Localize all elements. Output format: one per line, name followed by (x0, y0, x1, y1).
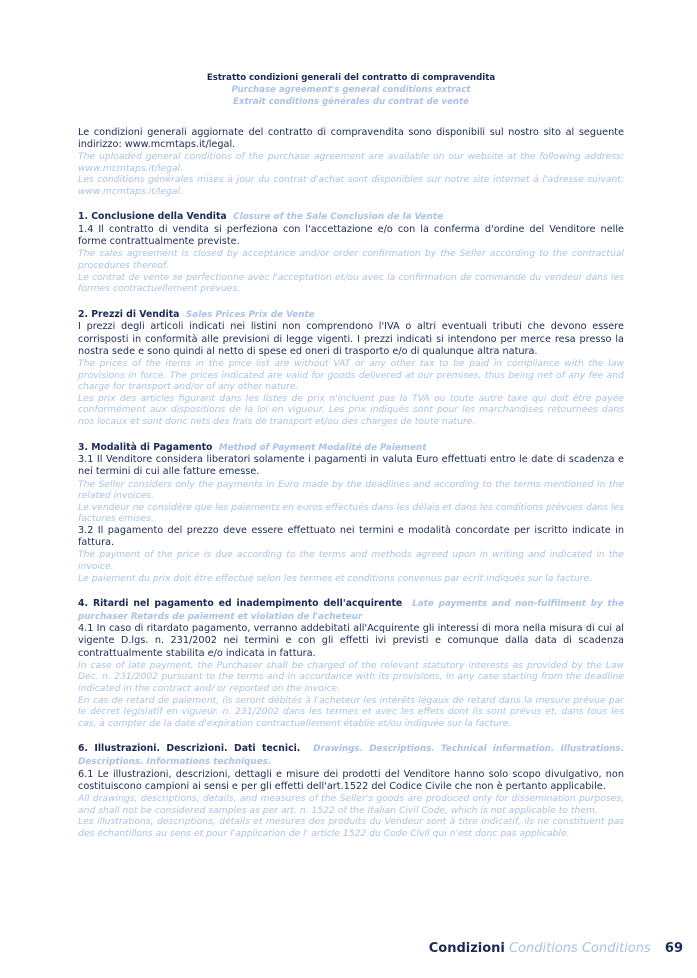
paragraph-en: The sales agreement is closed by acceptance and/or order confirmation by the Seller according to the contractual procedures thereof. (78, 248, 624, 271)
paragraph-fr: Les illustrations, descriptions, détails et mesures des produits du Vendeur sont à titre indicatif, ils ne constituent pas des échantillons au sens et pour l'application de l' article 1522 du Code Civil qui n'est donc pas applicable. (78, 816, 624, 839)
footer-title: Condizioni (428, 941, 505, 956)
intro-it: Le condizioni generali aggiornate del contratto di compravendita sono disponibili sul nostro sito al seguente indirizzo: www.mcmtaps.it/legal. (78, 126, 624, 150)
page-number: 69 (664, 941, 683, 956)
section-title-alt: Drawings. Descriptions. Technical information. Illustrations. Descriptions. Informations techniques. (78, 744, 624, 768)
section-title (78, 598, 624, 623)
paragraph-en: The Seller considers only the payments in Euro made by the deadlines and according to the terms mentioned in the related invoices. (78, 478, 624, 502)
section-1 (78, 211, 624, 294)
paragraph-fr: Les prix des articles figurant dans les listes de prix n'incluent pas la TVA ou toute autre taxe qui doit être payée conformément aux dispositions de la loi en vigueur. Les prix indiqués sont pour les marchandises retournées dans nos locaux et sont donc nets des frais de transport et/ou des charges de toute nature. (78, 392, 624, 427)
section-title-alt: Closure of the Sale Conclusion de la Vente (233, 212, 444, 223)
section-title-alt: Sales Prices Prix de Vente (185, 309, 315, 320)
paragraph-en: The payment of the price is due according to the terms and methods agreed upon in writing and indicated in the invoice. (78, 549, 624, 572)
intro-en: The uploaded general conditions of the purchase agreement are available on our website at the following address: www.mcmtaps.it/legal. (78, 151, 624, 174)
paragraph-fr: En cas de retard de paiement, ils seront débités à l'acheteur les intérêts légaux de retard dans la mesure prévue par le décret législatif en vigueur. n. 231/2002 dans les termes et avec les effets dont ils sont prévus et, dans tous les cas, à compter de la date d'expiration contractuellement établie et/ou indiquée sur la facture. (78, 694, 624, 729)
section-2 (78, 309, 624, 428)
paragraph-en: All drawings, descriptions, details, and measures of the Seller's goods are produced only for dissemination purposes, and shall not be considered samples as per art. n. 1522 of the Italian Civil Code, which is not applicable to them. (78, 793, 624, 816)
paragraph-it: 4.1 In caso di ritardato pagamento, verranno addebitati all'Acquirente gli interessi di mora nella misura di cui al vigente D.lgs. n. 231/2002 nei termini e con gli effetti ivi previsti e comunque dalla data di scadenza contrattualmente stabilita e/o indicata in fattura. (78, 623, 624, 659)
header-title-it: Estratto condizioni generali del contratto di compravendita (206, 73, 496, 83)
section-4 (78, 598, 624, 729)
paragraph-fr: Le paiement du prix doit être effectué selon les termes et conditions convenus par écrit indiqués sur la facture. (78, 572, 593, 584)
section-title-it: 3. Modalità di Pagamento (78, 441, 213, 453)
section-title-it: 1. Conclusione della Vendita (78, 211, 227, 223)
paragraph-it: 3.1 Il Venditore considera liberatori solamente i pagamenti in valuta Euro effettuati entro le date di scadenza e nei termini di cui alle fatture emesse. (78, 454, 624, 478)
document-header (78, 72, 624, 109)
section-title (78, 442, 624, 455)
section-title (78, 743, 624, 768)
section-title (78, 309, 624, 322)
intro-fr: Les conditions générales mises à jour du contrat d'achat sont disponibles sur notre site internet à l'adresse suivant: www.mcmtaps.it/legal. (78, 174, 624, 197)
header-title-fr: Extrait conditions générales du contrat de vente (233, 97, 469, 108)
paragraph-fr: Le contrat de vente se perfectionne avec l'acceptation et/ou avec la confirmation de commande du vendeur dans les formes contractuellement prévues. (78, 271, 624, 295)
header-title-en: Purchase agreement's general conditions extract (231, 85, 471, 96)
page-footer (429, 941, 683, 956)
paragraph-en: In case of late payment, the Purchaser shall be charged of the relevant statutory interests as provided by the Law Dec. n. 231/2002 pursuant to the terms and in accordance with its provisions, in any case starting from the deadline indicated in the contract and/ or reported on the invoice. (78, 659, 624, 695)
section-title-alt: Method of Payment Modalité de Paiement (218, 442, 427, 453)
paragraph-it: 1.4 Il contratto di vendita si perfeziona con l'accettazione e/o con la conferma d'ordine del Venditore nelle forme contrattualmente previste. (78, 223, 624, 248)
section-6 (78, 743, 624, 839)
intro-block (78, 127, 624, 198)
section-title (78, 211, 624, 224)
paragraph-it: 3.2 Il pagamento del prezzo deve essere effettuato nei termini e modalità concordate per iscritto indicate in fattura. (78, 524, 624, 549)
section-title-it: 6. Illustrazioni. Descrizioni. Dati tecnici. (78, 743, 301, 755)
section-title-it: 2. Prezzi di Vendita (78, 308, 180, 320)
paragraph-en: The prices of the items in the price list are without VAT or any other tax to be paid in compliance with the law provisions in force. The prices indicated are valid for goods delivered at our premises, thus being net of any fee and charge for transport and/or of any other nature. (78, 357, 624, 393)
section-title-it: 4. Ritardi nel pagamento ed inadempimento dell'acquirente (78, 598, 403, 610)
document-page (78, 72, 624, 839)
paragraph-it: I prezzi degli articoli indicati nei listini non comprendono l'IVA o altri eventuali tributi che devono essere corrisposti in conformità alle previsioni di legge vigenti. I prezzi indicati si intendono per merce resa presso la nostra sede e sono quindi al netto di spese ed oneri di trasporto e/o di qualunque altra natura. (78, 321, 624, 357)
footer-alt-title: Conditions Conditions (509, 941, 651, 956)
section-title-alt: Late payments and non-fulfilment by the purchaser Retards de paiement et violation de l'acheteur (78, 599, 624, 622)
paragraph-it: 6.1 Le illustrazioni, descrizioni, dettagli e misure dei prodotti del Venditore hanno solo scopo divulgativo, non costituiscono campioni ai sensi e per gli effetti dell'art.1522 del Codice Civile che non è pertanto applicabile. (78, 768, 624, 792)
section-3 (78, 442, 624, 585)
paragraph-fr: Le vendeur ne considère que les paiements en euros effectués dans les délais et dans les conditions prévues dans les factures émises. (78, 501, 624, 525)
